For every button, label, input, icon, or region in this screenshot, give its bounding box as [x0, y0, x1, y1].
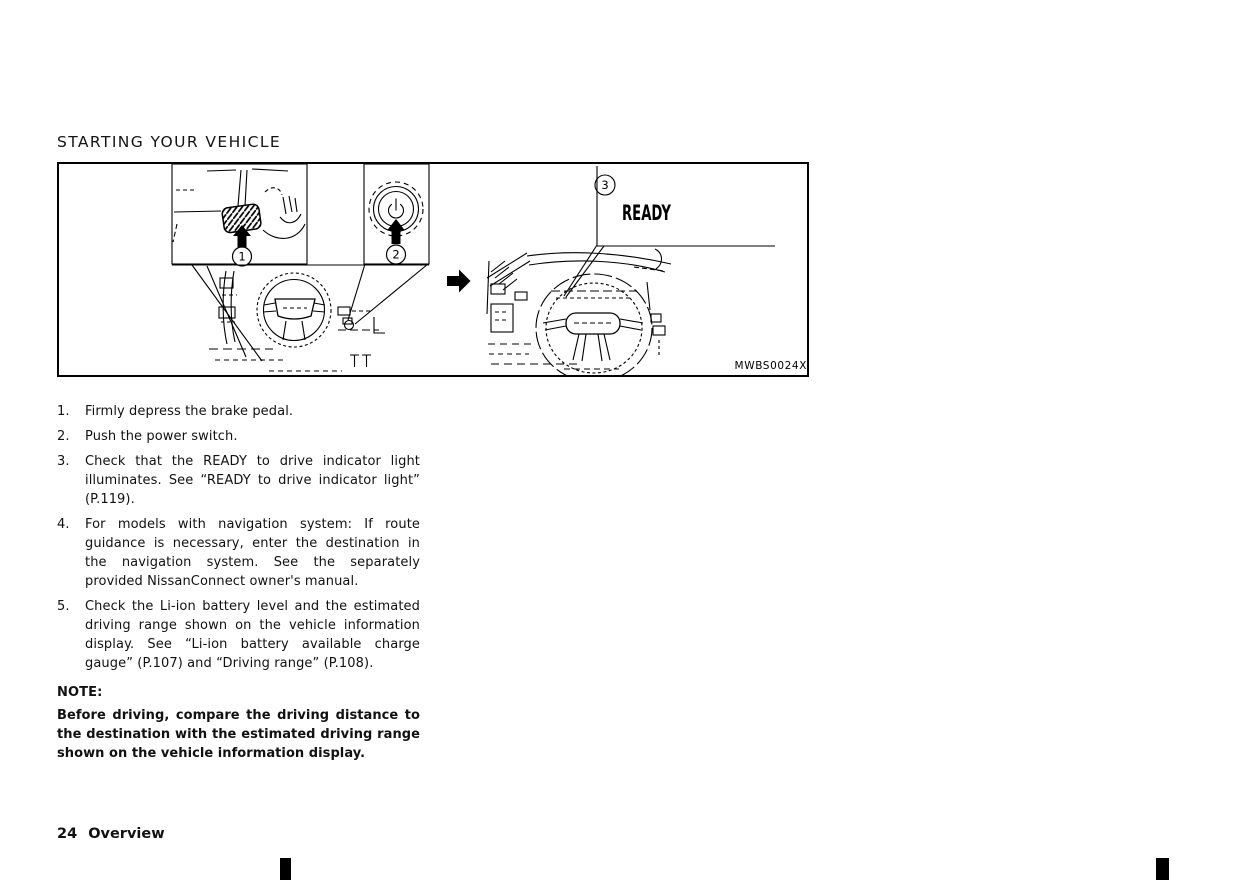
ready-indicator-label: READY	[622, 201, 672, 225]
section-title: Overview	[88, 826, 165, 842]
step-number: 1.	[57, 404, 70, 419]
dashboard-right-drawing	[487, 249, 671, 375]
power-icon	[389, 199, 404, 219]
print-registration-mark-left	[280, 858, 291, 880]
step-number: 3.	[57, 454, 70, 469]
note-text: Before driving, compare the driving distance to the destination with the estimated driving range shown on the vehicle information display.	[57, 708, 420, 761]
steering-wheel-illustration	[257, 273, 331, 347]
right-arrow-icon	[447, 270, 471, 293]
step-text: Check the Li-ion battery level and the estimated driving range shown on the vehicle information display. See “Li-ion battery available charge gauge” (P.107) and “Driving range” (P.108).	[85, 599, 420, 671]
step-number: 5.	[57, 599, 70, 614]
callout-1-number: 1	[238, 249, 246, 264]
step-number: 2.	[57, 429, 70, 444]
page-number: 24	[57, 826, 78, 842]
page-footer	[57, 825, 165, 843]
print-registration-mark-right	[1156, 858, 1169, 880]
dashboard-left-drawing	[172, 265, 429, 371]
ready-callout	[564, 166, 775, 297]
callout-2-number: 2	[392, 247, 400, 262]
up-arrow-icon	[387, 219, 405, 244]
step-item-1	[57, 402, 420, 421]
vehicle-line-drawing	[59, 164, 807, 375]
instruction-column	[57, 402, 420, 763]
step-text: For models with navigation system: If route guidance is necessary, enter the destination in the navigation system. See the separately provided NissanConnect owner's manual.	[85, 517, 420, 589]
note-label: NOTE:	[57, 685, 103, 700]
step-text: Push the power switch.	[85, 429, 238, 444]
step-item-3	[57, 452, 420, 509]
brake-pedal-inset	[172, 164, 307, 266]
callout-3-number: 3	[601, 178, 609, 192]
figure-starting-vehicle	[57, 162, 809, 377]
step-item-2	[57, 427, 420, 446]
figure-image-code: MWBS0024X	[734, 360, 807, 372]
step-text: Check that the READY to drive indicator light illuminates. See “READY to drive indicator light” (P.119).	[85, 454, 420, 507]
steering-wheel-illustration	[536, 274, 652, 375]
step-item-4	[57, 515, 420, 591]
page-title: STARTING YOUR VEHICLE	[57, 133, 282, 152]
step-number: 4.	[57, 517, 70, 532]
step-item-5	[57, 597, 420, 673]
step-text: Firmly depress the brake pedal.	[85, 404, 294, 419]
power-switch-inset	[348, 164, 429, 324]
